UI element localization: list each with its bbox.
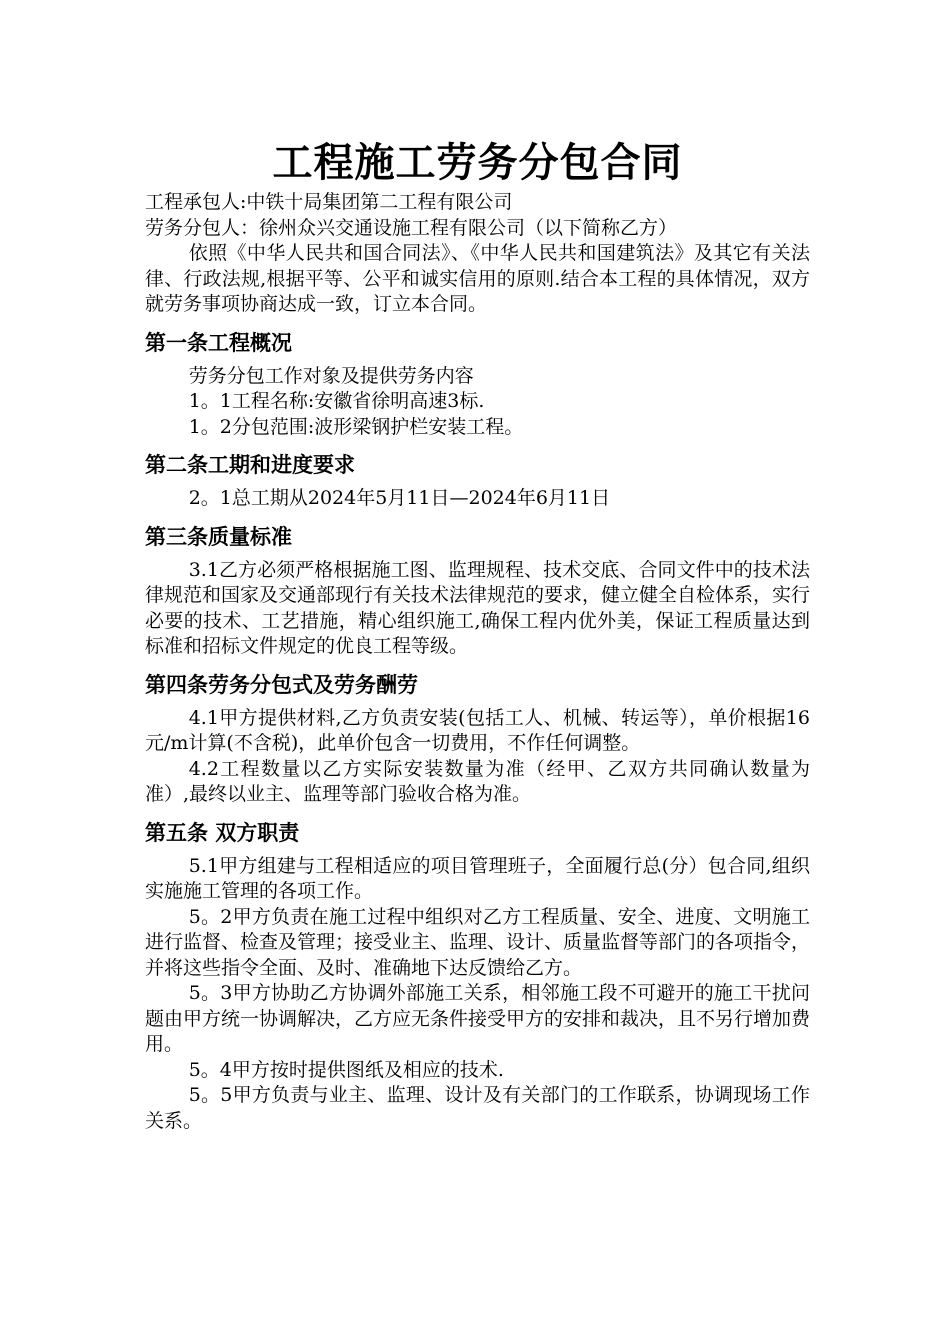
section-5-paragraph: 5。2甲方负责在施工过程中组织对乙方工程质量、安全、进度、文明施工进行监督、检查及管理；接受业主、监理、设计、质量监督等部门的各项指令，并将这些指令全面、及时、准确地下达反馈给乙方。 xyxy=(145,905,811,979)
section-1-paragraph: 劳务分包工作对象及提供劳务内容 xyxy=(188,364,474,387)
section-3-paragraph: 3.1乙方必须严格根据施工图、监理规程、技术交底、合同文件中的技术法律规范和国家及交通部现行有关技术法律规范的要求，健立健全自检体系，实行必要的技术、工艺措施，精心组织施工,确保工程内优外美，保证工程质量达到标准和招标文件规定的优良工程等级。 xyxy=(145,558,811,657)
document-title: 工程施工劳务分包合同 xyxy=(272,139,683,186)
section-2-paragraph: 2。1总工期从2024年5月11日—2024年6月11日 xyxy=(188,487,611,509)
subcontractor-line: 劳务分包人：徐州众兴交通设施工程有限公司（以下简称乙方） xyxy=(145,216,678,239)
preamble-paragraph: 依照《中华人民共和国合同法》、《中华人民共和国建筑法》及其它有关法律、行政法规,根据平等、公平和诚实信用的原则.结合本工程的具体情况，双方就劳务事项协商达成一致，订立本合同。 xyxy=(145,242,810,315)
section-heading-3: 第三条质量标准 xyxy=(145,524,292,549)
contract-page xyxy=(145,138,810,1134)
section-4-paragraph: 4.1甲方提供材料,乙方负责安装(包括工人、机械、转运等），单价根据16元/m计算(不含税)，此单价包含一切费用，不作任何调整。 xyxy=(145,706,810,754)
section-5-paragraph: 5.1甲方组建与工程相适应的项目管理班子，全面履行总(分）包合同,组织实施施工管理的各项工作。 xyxy=(145,854,810,902)
section-4-paragraph: 4.2工程数量以乙方实际安装数量为准（经甲、乙双方共同确认数量为准）,最终以业主、监理等部门验收合格为准。 xyxy=(145,757,810,805)
section-1-paragraph: 1。1工程名称:安徽省徐明高速3标. xyxy=(188,390,485,412)
section-heading-4: 第四条劳务分包式及劳务酬劳 xyxy=(145,672,418,697)
contractor-line: 工程承包人:中铁十局集团第二工程有限公司 xyxy=(145,191,513,213)
section-5-paragraph: 5。5甲方负责与业主、监理、设计及有关部门的工作联系，协调现场工作关系。 xyxy=(145,1084,810,1132)
section-1-paragraph: 1。2分包范围:波形梁钢护栏安装工程。 xyxy=(188,415,524,438)
section-heading-5: 第五条 双方职责 xyxy=(145,820,300,845)
section-heading-1: 第一条工程概况 xyxy=(145,330,292,355)
section-5-paragraph: 5。4甲方按时提供图纸及相应的技术. xyxy=(188,1058,504,1081)
section-5-paragraph: 5。3甲方协助乙方协调外部施工关系，相邻施工段不可避开的施工干扰问题由甲方统一协调解决，乙方应无条件接受甲方的安排和裁决，且不另行增加费用。 xyxy=(145,982,811,1055)
section-heading-2: 第二条工期和进度要求 xyxy=(145,453,355,477)
